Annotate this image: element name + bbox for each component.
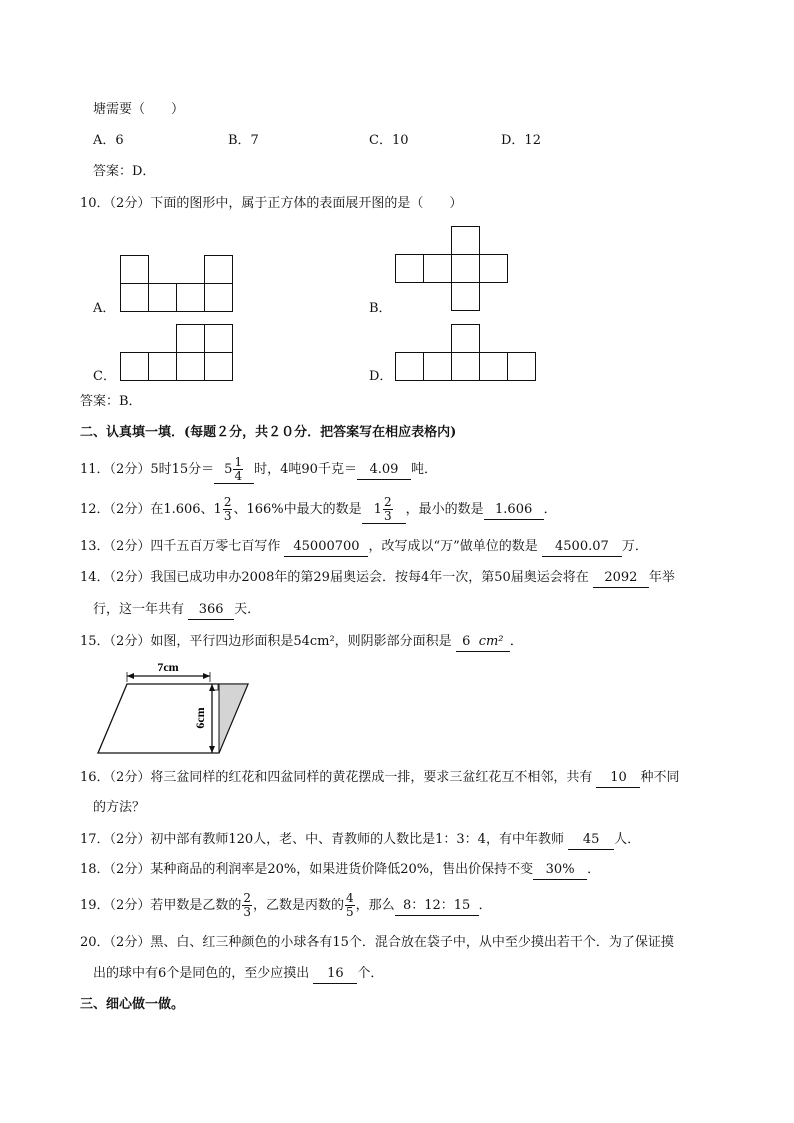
q10-answer: 答案：B．	[80, 394, 142, 409]
q10-net-d	[395, 324, 540, 381]
q9-option-c: C．10	[369, 133, 409, 148]
q9-stem-tail: 塘需要（ ）	[93, 102, 185, 117]
q13: 13．（2分）四千五百万零七百写作 45000700 ，改写成以“万”做单位的数是 4500.07 万．	[80, 537, 648, 557]
q17: 17．（2分）初中部有教师120人，老、中、青教师的人数比是1：3：4，有中年教师 45 人．	[80, 830, 640, 850]
shaded-triangle	[219, 684, 248, 753]
section-2-heading: 二、认真填一填．(每题２分，共２０分．把答案写在相应表格内)	[80, 425, 457, 440]
q15-parallelogram-figure	[90, 660, 260, 760]
q9-option-b: B．7	[228, 133, 259, 148]
q20-line-1: 20．（2分）黑、白、红三种颜色的小球各有15个．混合放在袋子中，从中至少摸出若干个．为了保证摸	[80, 935, 674, 950]
q10-net-b	[395, 226, 510, 312]
q9-option-a: A．6	[93, 133, 124, 148]
q10-net-c	[120, 324, 235, 381]
q15: 15．（2分）如图，平行四边形面积是54cm²，则阴影部分面积是 6 cm² ．	[80, 632, 523, 652]
q10-label-b: B．	[369, 301, 392, 316]
q16-line-2: 的方法？	[93, 800, 146, 815]
q9-answer: 答案：D．	[93, 164, 156, 179]
q10-stem: 10．（2分）下面的图形中，属于正方体的表面展开图的是（ ）	[80, 196, 463, 211]
top-dimension-label: 7cm	[157, 660, 179, 674]
side-dimension-label: 6cm	[193, 707, 207, 729]
q10-label-a: A．	[93, 301, 116, 316]
q14-line-2: 行，这一年共有 366 天．	[93, 600, 260, 620]
q10-label-c: C．	[93, 369, 116, 384]
q14-line-1: 14．（2分）我国已成功申办2008年的第29届奥运会．按每4年一次，第50届奥运会将在 2092 年举	[80, 568, 675, 588]
q19: 19．（2分）若甲数是乙数的 $\frac{2}{3}$ ，乙数是丙数的 $\frac{4}{5}$ ，那么 8：12：15 ．	[80, 891, 492, 919]
q12: 12．（2分）在1.606、1 $\frac{2}{3}$ 、166%中最大的数是 1 $\frac{2}{3}$ ，最小的数是 1.606 ．	[80, 495, 557, 523]
q9-option-d: D．12	[501, 133, 541, 148]
q10-net-a	[120, 255, 235, 312]
q20-line-2: 出的球中有6个是同色的，至少应摸出 16 个．	[93, 964, 383, 984]
section-3-heading: 三、细心做一做。	[80, 997, 185, 1012]
q18: 18．（2分）某种商品的利润率是20%，如果进货价降低20%，售出价保持不变 30% ．	[80, 860, 600, 880]
q16-line-1: 16．（2分）将三盆同样的红花和四盆同样的黄花摆成一排，要求三盆红花互不相邻，共有 10 种不同	[80, 768, 679, 788]
q10-label-d: D．	[369, 369, 393, 384]
q11: 11．（2分）5时15分＝ 5 $\frac{1}{4}$ 时，4吨90千克＝ 4.09 吨．	[80, 455, 437, 483]
